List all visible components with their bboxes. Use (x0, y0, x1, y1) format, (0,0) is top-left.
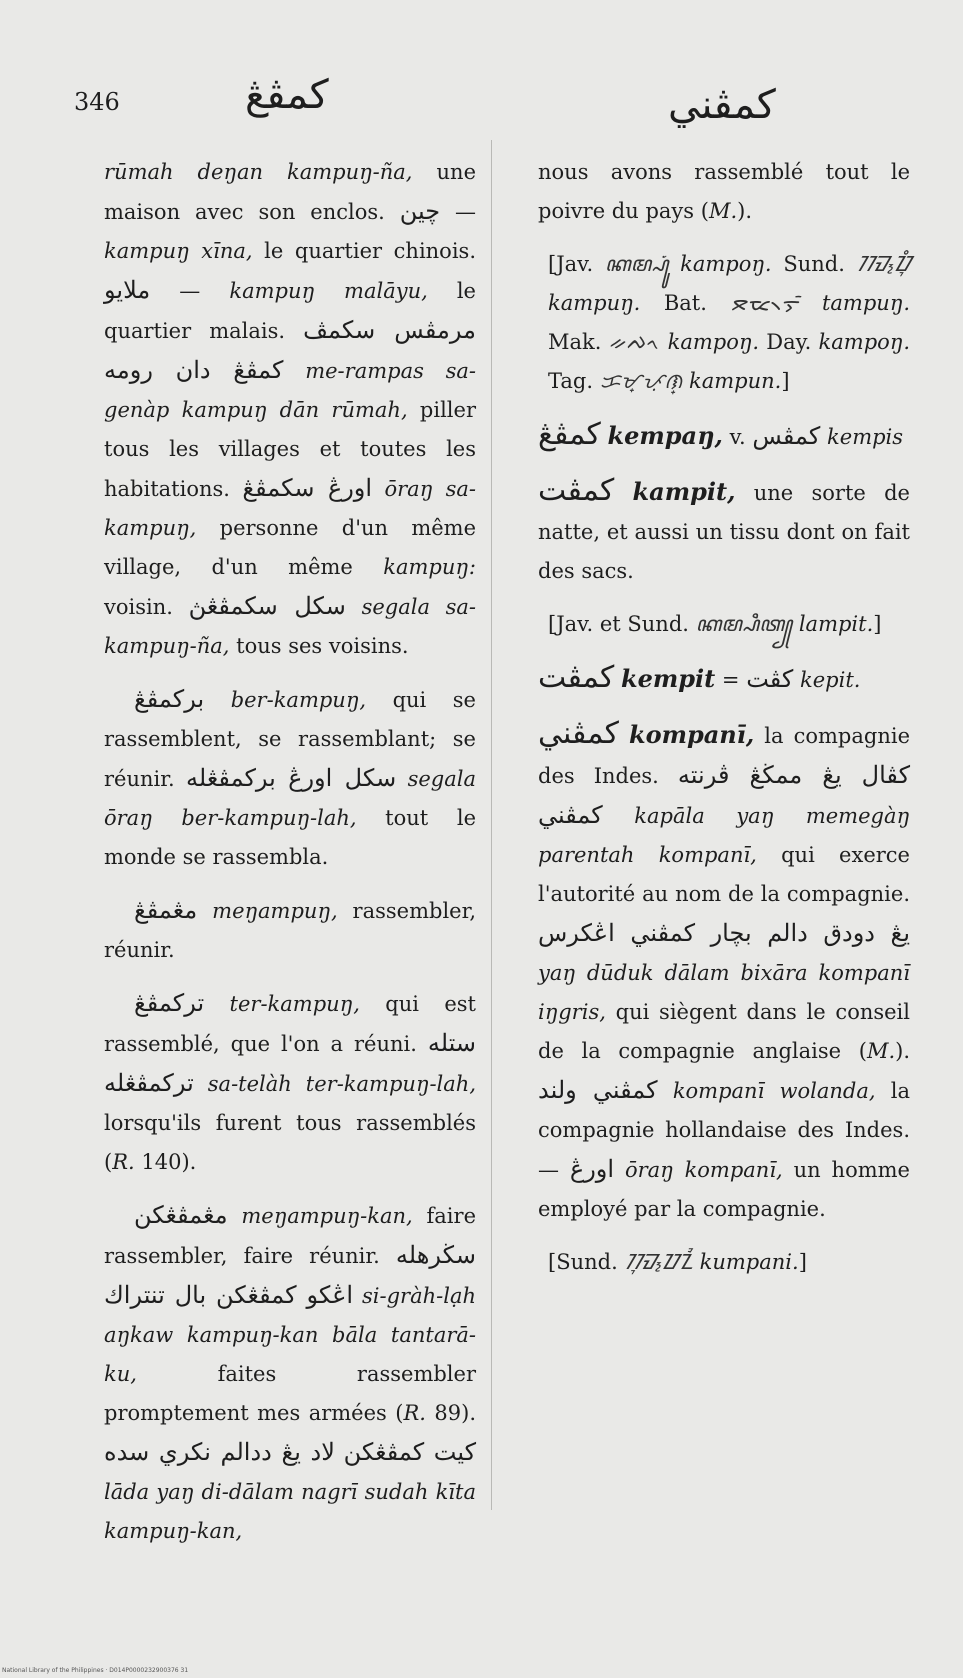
arabic-text: كمڤس (752, 422, 821, 450)
column-divider (491, 140, 492, 1510)
text-segment: faire rassembler, faire réunir. (104, 1204, 476, 1268)
italic-text: kampoŋ. (667, 330, 760, 354)
text-segment: Tag. (548, 369, 600, 393)
arabic-text: يڠ دودق دالم بچار كمڤني اڠكرس (538, 919, 910, 947)
arabic-text: ستله (427, 1029, 476, 1057)
text-segment: faites rassembler promptement mes armées ( (104, 1362, 476, 1425)
italic-text: meŋampuŋ, (212, 899, 338, 923)
arabic-text: لاد يڠ ددالم نكري سده (104, 1438, 335, 1466)
text-segment: voisin. (104, 595, 189, 619)
right-running-head: كمڤني (668, 82, 776, 128)
entry-paragraph (104, 891, 476, 970)
text-segment: le quartier chinois. (252, 239, 476, 263)
text-segment: [Jav. (548, 252, 605, 276)
text-segment: ). (737, 199, 752, 223)
italic-text: kampuŋ: (383, 555, 476, 579)
right-column (538, 153, 910, 1282)
text-segment (614, 668, 621, 692)
italic-text: kampuŋ xīna, (104, 239, 253, 263)
italic-text: segala sa-kampuŋ-ña, (104, 595, 476, 658)
entry-paragraph (104, 153, 476, 666)
text-segment (614, 1158, 625, 1182)
italic-text: kapāla yaŋ memegàŋ parentah kompanī, (538, 804, 910, 867)
italic-text: kampun. (689, 369, 782, 393)
etymology-note (538, 605, 910, 644)
text-segment (204, 992, 229, 1016)
italic-text: yaŋ dūduk dālam bixāra kompanī iŋgris, (538, 961, 910, 1024)
etymology-note (538, 1243, 910, 1282)
text-segment (228, 1204, 242, 1228)
arabic-text: مرمڤس سكمڤ (303, 316, 476, 344)
arabic-text: اورڠ (569, 1155, 615, 1183)
italic-text: ter-kampuŋ, (229, 992, 360, 1016)
text-segment: qui siègent dans le conseil de la compagnie anglaise ( (538, 1000, 910, 1063)
italic-text: sa-telàh ter-kampuŋ-lah, (207, 1072, 476, 1096)
headword: kompanī, (628, 720, 755, 749)
footer-credit: National Library of the Philippines · D014P0000232900376 31 (2, 1667, 189, 1674)
italic-text: ōraŋ kompanī, (624, 1158, 783, 1182)
text-segment (194, 1072, 208, 1096)
italic-text: R. (403, 1401, 426, 1425)
arabic-headword: كمڤني (538, 716, 619, 751)
text-segment: ] (873, 612, 882, 636)
text-segment (693, 1250, 700, 1274)
text-segment (204, 688, 231, 712)
arabic-text: كڤت (746, 665, 794, 693)
text-segment (798, 291, 822, 315)
text-segment (603, 804, 635, 828)
text-segment (793, 668, 800, 692)
italic-text: kampoŋ. (818, 330, 910, 354)
arabic-text: تركمڤڠ (134, 989, 205, 1017)
entry-paragraph (538, 714, 910, 1229)
text-segment (792, 612, 799, 636)
arabic-text: اورڠ سكمڤڠ (242, 474, 373, 502)
italic-text: kepit. (800, 668, 861, 692)
italic-text: M. (708, 199, 738, 223)
text-segment: qui se rassemblent, se rassemblant; se réunir. (104, 688, 476, 791)
italic-text: kampoŋ. (680, 252, 772, 276)
italic-text: lampit. (798, 612, 874, 636)
text-segment (197, 899, 212, 923)
text-segment: lorsqu'ils furent tous rassemblés ( (104, 1111, 476, 1174)
text-segment (619, 724, 629, 748)
arabic-text: سڬرهله اڠكو كمڤڠكن بال تنتراك (104, 1241, 476, 1309)
arabic-text: مڠمڤڠ (134, 896, 198, 924)
italic-text: si-gràh-lạh aŋkaw kampuŋ-kan bāla tantarā-ku, (104, 1284, 476, 1386)
entry-paragraph (104, 984, 476, 1182)
text-segment (668, 252, 680, 276)
text-segment: [Jav. et Sund. (548, 612, 696, 636)
entry-paragraph (538, 153, 910, 231)
text-segment (335, 1441, 344, 1465)
native-script: ᮊᮙ᮪ᮕᮥᮀ (856, 252, 910, 276)
text-segment: un homme employé par la compagnie. (538, 1158, 910, 1221)
arabic-text: بركمڤڠ (134, 685, 205, 713)
text-segment (682, 369, 689, 393)
text-segment (614, 481, 632, 505)
italic-text: ber-kampuŋ, (230, 688, 367, 712)
arabic-text: كمڤڠ دان رومه (104, 356, 284, 384)
native-script: ᜃᜋ᜔ᜉᜓᜈ᜔ (599, 369, 683, 393)
text-segment: la compagnie hollandaise des Indes. — (538, 1079, 910, 1182)
arabic-text: تركمڤڠله (104, 1069, 194, 1097)
text-segment (396, 767, 407, 791)
native-script: ꦏꦩ꧀ꦥꦶꦠ꧀ (695, 612, 793, 636)
text-segment: qui est rassemblé, que l'on a réuni. (104, 992, 476, 1056)
page-number: 346 (74, 88, 120, 116)
text-segment: tout le monde se rassembla. (104, 806, 476, 869)
text-segment: ] (781, 369, 790, 393)
headword: kampit, (632, 477, 736, 506)
text-segment: v. (722, 425, 753, 449)
native-script: ꦏꦩ꧀ꦥꦸꦁ (604, 252, 669, 276)
arabic-text: كيت كمڤڠكن (343, 1438, 476, 1466)
entry-paragraph (538, 658, 910, 700)
italic-text: lāda yaŋ di-dālam nagrī sudah kīta kampuŋ-kan, (104, 1480, 476, 1543)
text-segment: [Sund. (548, 1250, 625, 1274)
text-segment: rassembler, réunir. (104, 899, 476, 962)
headword: kempaŋ, (607, 421, 723, 450)
text-segment: Sund. (771, 252, 857, 276)
entry-paragraph (104, 680, 476, 877)
italic-text: kompanī wolanda, (672, 1079, 876, 1103)
etymology-note (538, 245, 910, 401)
italic-text: kumpani. (699, 1250, 799, 1274)
italic-text: segala ōraŋ ber-kampuŋ-lah, (104, 767, 476, 830)
text-segment (283, 359, 305, 383)
entry-paragraph (538, 415, 910, 457)
text-segment (658, 1079, 673, 1103)
entry-paragraph (538, 471, 910, 591)
italic-text: rūmah deŋan kampuŋ-ña, (104, 160, 413, 184)
text-segment: 89). (425, 1401, 477, 1425)
arabic-text: كمڤني ولند (538, 1076, 658, 1104)
headword: kempit (620, 664, 716, 693)
arabic-text: چين (399, 197, 441, 225)
text-segment: une sorte de natte, et aussi un tissu dont on fait des sacs. (538, 481, 910, 583)
text-segment: 140). (134, 1150, 197, 1174)
italic-text: R. (112, 1150, 135, 1174)
text-segment: = (715, 668, 747, 692)
arabic-headword: كمڤڠ (538, 417, 601, 452)
native-script: ᮊᮥᮙ᮪ᮕᮔᮤ (624, 1250, 693, 1274)
italic-text: me-rampas sa-genàp kampuŋ dān rūmah, (104, 359, 476, 422)
text-segment: le quartier malais. (104, 279, 476, 343)
native-script: ᯖᯔ᯲ᯇᯮᯰ (730, 291, 799, 315)
text-segment (372, 477, 384, 501)
text-segment (660, 330, 667, 354)
arabic-text: سكل اورڠ بركمڤڠله (186, 764, 397, 792)
arabic-text: سكل سكمڤڠڽ (188, 592, 346, 620)
italic-text: kampuŋ malāyu, (229, 279, 428, 303)
text-segment: piller tous les villages et toutes les habitations. (104, 398, 476, 501)
italic-text: meŋampuŋ-kan, (241, 1204, 413, 1228)
text-segment (346, 595, 362, 619)
text-segment: tous ses voisins. (229, 634, 409, 658)
text-segment: — (150, 279, 230, 303)
left-column (104, 153, 476, 1551)
italic-text: kempis (827, 425, 904, 449)
text-segment: — (440, 200, 476, 224)
italic-text: kampuŋ. (548, 291, 641, 315)
italic-text: tampuŋ. (821, 291, 910, 315)
entry-paragraph (104, 1196, 476, 1551)
text-segment: nous avons rassemblé tout le poivre du pays ( (538, 160, 910, 223)
text-segment: personne d'un même village, d'un même (104, 516, 476, 579)
arabic-text: ملايو (104, 276, 151, 304)
text-segment: une maison avec son enclos. (104, 160, 477, 224)
text-segment: la compagnie des Indes. (538, 724, 910, 788)
text-segment: Day. (759, 330, 819, 354)
text-segment: ] (798, 1250, 807, 1274)
text-segment (353, 1284, 362, 1308)
native-script: ᨀᨄᨚ (608, 330, 661, 354)
arabic-headword: كمڤت (538, 473, 615, 508)
text-segment: Bat. (640, 291, 731, 315)
left-running-head: كمڤڠ (245, 72, 329, 118)
arabic-text: كڤال يڠ ممڬڠ ڤرنته كمڤني (538, 761, 910, 829)
arabic-headword: كمڤت (538, 660, 615, 695)
text-segment: qui exerce l'autorité au nom de la compagnie. (538, 843, 910, 906)
text-segment: ). (895, 1039, 910, 1063)
italic-text: ōraŋ sa-kampuŋ, (104, 477, 476, 540)
arabic-text: مڠمڤڠكن (134, 1201, 228, 1229)
text-segment: Mak. (548, 330, 609, 354)
italic-text: M. (866, 1039, 896, 1063)
